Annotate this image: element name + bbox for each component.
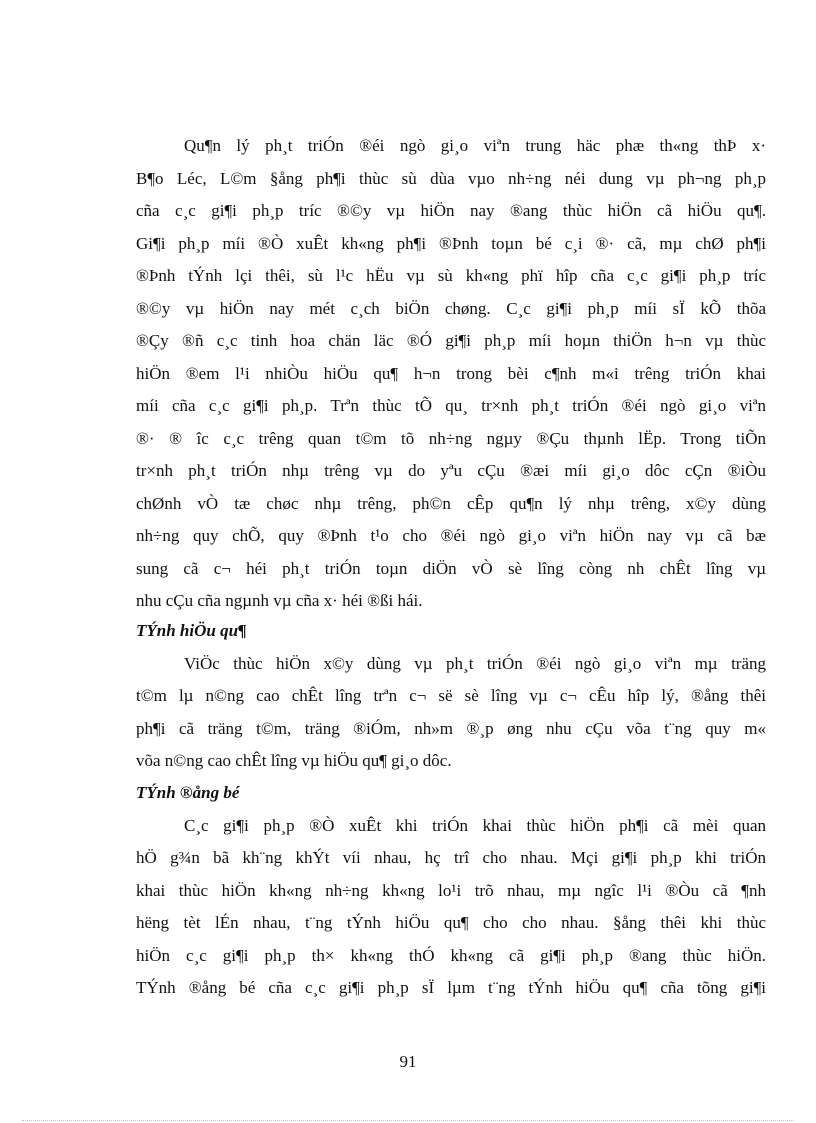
- paragraph-line: Qu¶n lý ph¸t triÓn ®éi ngò gi¸o viªn trung häc phæ th«ng thÞ x·: [184, 136, 766, 155]
- paragraph-line: TÝnh ®ång bé cña c¸c gi¶i ph¸p sÏ lµm t¨ng tÝnh hiÖu qu¶ cña tõng gi¶i: [136, 978, 766, 997]
- section-2: [136, 615, 766, 778]
- section-heading-synchrony: TÝnh ®ång bé: [136, 783, 240, 802]
- paragraph-line: sung cã c¬ héi ph¸t triÓn toµn diÖn vÒ sè lîng còng nh chÊt lîng vµ: [136, 558, 766, 578]
- page-number: 91: [399, 1052, 417, 1071]
- paragraph-line: Gi¶i ph¸p míi ®Ò xuÊt kh«ng ph¶i ®Þnh toµn bé c¸i ®· cã, mµ chØ ph¶i: [136, 233, 766, 253]
- paragraph-line: cña c¸c gi¶i ph¸p tríc ®©y vµ hiÖn nay ®ang thùc hiÖn cã hiÖu qu¶.: [136, 201, 766, 220]
- paragraph-1: [136, 130, 766, 618]
- paragraph-line: nh÷ng quy chÕ, quy ®Þnh t¹o cho ®éi ngò gi¸o viªn hiÖn nay vµ cã bæ: [136, 526, 766, 545]
- paragraph-line: ®· ® îc c¸c trêng quan t©m tõ nh÷ng ngµy ®Çu thµnh lËp. Trong tiÕn: [136, 428, 766, 448]
- paragraph-line: hiÖn c¸c gi¶i ph¸p th× kh«ng thÓ kh«ng cã gi¶i ph¸p ®ang thùc hiÖn.: [136, 945, 766, 965]
- paragraph-line: t©m lµ n©ng cao chÊt lîng trªn c¬ së sè lîng vµ c¬ cÊu hîp lý, ®ång thêi: [136, 686, 766, 705]
- paragraph-line: hÖ g¾n bã kh¨ng khÝt víi nhau, hç trî cho nhau. Mçi gi¶i ph¸p khi triÓn: [136, 848, 766, 867]
- paragraph-line: míi cña c¸c gi¶i ph¸p. Trªn thùc tÕ qu¸ tr×nh ph¸t triÓn ®éi ngò gi¸o viªn: [136, 396, 766, 415]
- paragraph-line: ®Çy ®ñ c¸c tinh hoa chän läc ®Ó gi¶i ph¸p míi hoµn thiÖn h¬n vµ thùc: [136, 331, 766, 350]
- paragraph-line: C¸c gi¶i ph¸p ®Ò xuÊt khi triÓn khai thùc hiÖn ph¶i cã mèi quan: [184, 815, 766, 835]
- paragraph-line: B¶o Léc, L©m §ång ph¶i thùc sù dùa vµo nh÷ng néi dung vµ ph¬ng ph¸p: [136, 168, 766, 188]
- paragraph-line: nhu cÇu cña ngµnh vµ cña x· héi ®ßi hái.: [136, 591, 423, 610]
- page-bottom-divider: [22, 1120, 794, 1121]
- section-3: [136, 777, 766, 1005]
- paragraph-line: chØnh vÒ tæ chøc nhµ trêng, ph©n cÊp qu¶n lý nhµ trêng, x©y dùng: [136, 493, 766, 513]
- paragraph-line: tr×nh ph¸t triÓn nhµ trêng vµ do yªu cÇu ®æi míi gi¸o dôc cÇn ®iÒu: [136, 461, 766, 480]
- paragraph-line: ®Þnh tÝnh lçi thêi, sù l¹c hËu vµ sù kh«ng phï hîp cña c¸c gi¶i ph¸p tríc: [136, 266, 766, 285]
- paragraph-line: ViÖc thùc hiÖn x©y dùng vµ ph¸t triÓn ®éi ngò gi¸o viªn mµ träng: [184, 653, 766, 673]
- paragraph-line: võa n©ng cao chÊt lîng vµ hiÖu qu¶ gi¸o dôc.: [136, 751, 452, 770]
- paragraph-line: hiÖn ®em l¹i nhiÒu hiÖu qu¶ h¬n trong bèi c¶nh m«i trêng triÓn khai: [136, 363, 766, 383]
- paragraph-line: ®©y vµ hiÖn nay mét c¸ch biÖn chøng. C¸c gi¶i ph¸p míi sÏ kÕ thõa: [136, 298, 766, 318]
- paragraph-line: hëng tèt lÉn nhau, t¨ng tÝnh hiÖu qu¶ cho cho nhau. §ång thêi khi thùc: [136, 913, 766, 932]
- paragraph-line: ph¶i cã träng t©m, träng ®iÓm, nh»m ®¸p øng nhu cÇu võa t¨ng quy m«: [136, 718, 766, 738]
- section-heading-efficiency: TÝnh hiÖu qu¶: [136, 621, 247, 640]
- paragraph-line: khai thùc hiÖn kh«ng nh÷ng kh«ng lo¹i trõ nhau, mµ ngîc l¹i ®Òu cã ¶nh: [136, 880, 766, 900]
